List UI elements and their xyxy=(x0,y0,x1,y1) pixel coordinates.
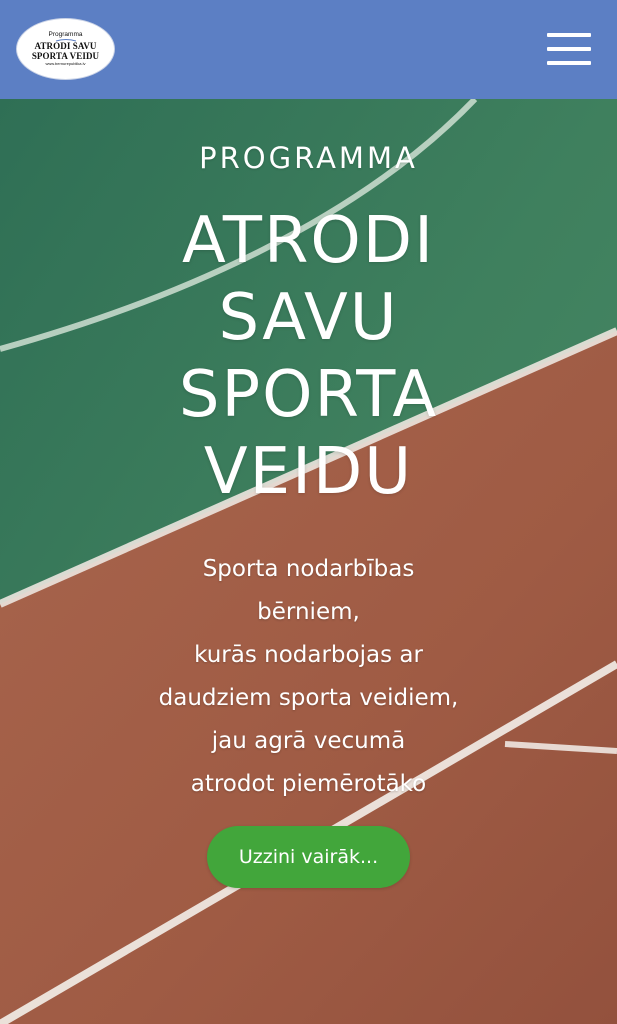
description-line: daudziem sporta veidiem, xyxy=(158,685,459,711)
description-line: Sporta nodarbības xyxy=(202,556,415,582)
hero-title-line: VEIDU xyxy=(203,435,414,509)
description-line: kurās nodarbojas ar xyxy=(194,642,423,668)
logo-top-text: Programma xyxy=(48,31,83,38)
hero-eyebrow: PROGRAMMA xyxy=(199,141,418,175)
hero-description xyxy=(0,548,617,806)
hero-title-line: ATRODI xyxy=(182,204,435,278)
hero-title-line: SAVU xyxy=(218,281,399,355)
menu-bar xyxy=(547,61,591,65)
logo-url: www.bernurepublika.lv xyxy=(45,61,86,66)
site-logo[interactable] xyxy=(16,18,115,80)
description-line: jau agrā vecumā xyxy=(211,728,406,754)
hamburger-menu-icon[interactable] xyxy=(547,33,591,65)
learn-more-button[interactable]: Uzzini vairāk... xyxy=(207,826,410,888)
menu-bar xyxy=(547,33,591,37)
hero-section xyxy=(0,99,617,1024)
logo-line-2: SPORTA VEIDU xyxy=(31,50,100,61)
logo-line-1: ATRODI SAVU xyxy=(34,41,97,51)
hero-title xyxy=(0,203,617,511)
menu-bar xyxy=(547,47,591,51)
hero-title-line: SPORTA xyxy=(178,358,439,432)
site-header xyxy=(0,0,617,99)
description-line: bērniem, xyxy=(257,599,360,625)
description-line: atrodot piemērotāko xyxy=(190,771,427,797)
